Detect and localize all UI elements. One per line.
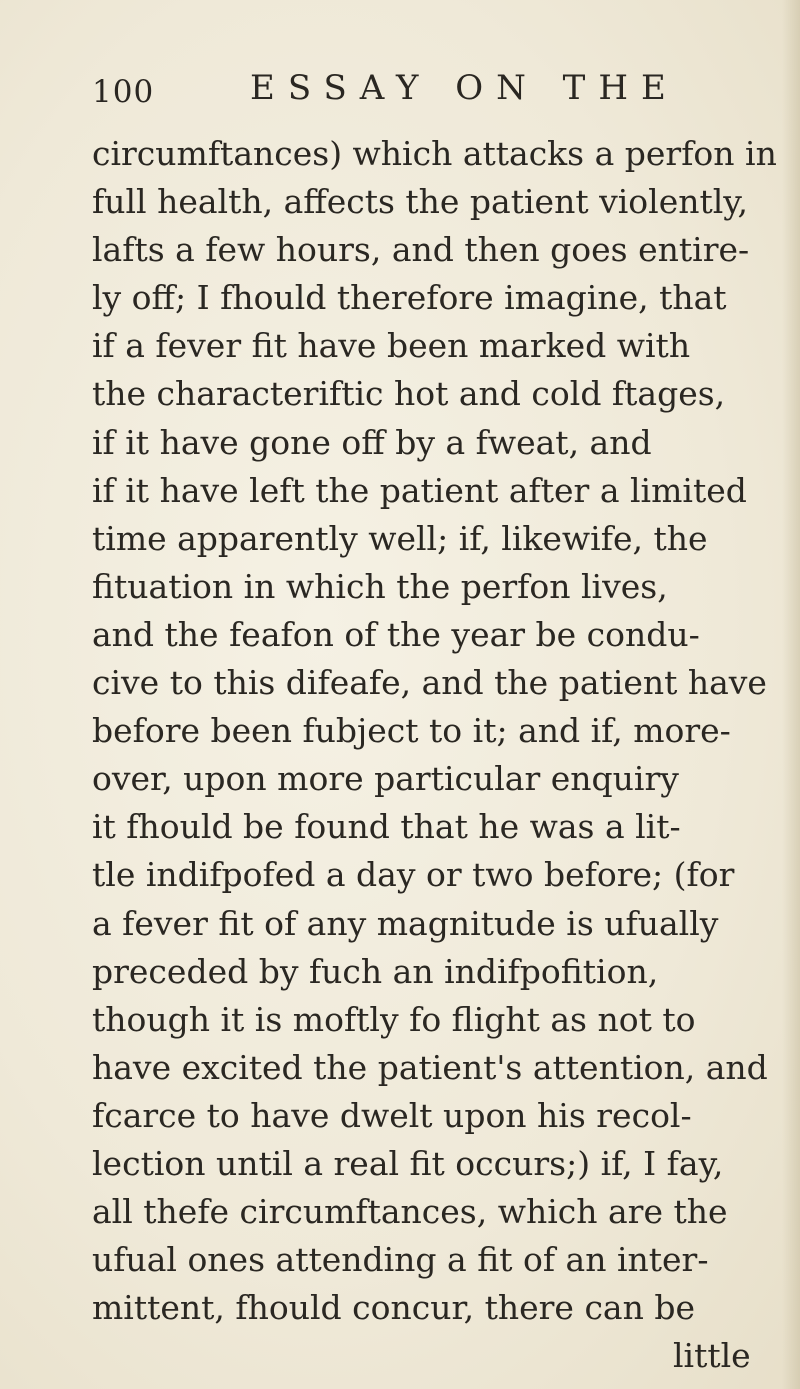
text-line: fituation in which the perfon lives, (92, 566, 668, 606)
text-line: if it have left the patient after a limited (92, 470, 747, 510)
text-line: if a fever fit have been marked with (92, 326, 691, 366)
text-line: full health, affects the patient violently, (92, 182, 749, 222)
text-line: lafts a few hours, and then goes entire- (92, 230, 750, 270)
text-line: over, upon more particular enquiry (92, 759, 679, 799)
text-line: fcarce to have dwelt upon his recol- (92, 1095, 692, 1135)
text-line: it fhould be found that he was a lit- (92, 807, 681, 847)
text-line: the characteriftic hot and cold ftages, (92, 374, 726, 414)
text-line: ufual ones attending a fit of an inter- (92, 1240, 709, 1280)
text-line: all thefe circumftances, which are the (92, 1192, 728, 1232)
running-head: ESSAY ON THE (250, 68, 679, 108)
text-line: ly off; I fhould therefore imagine, that (92, 278, 727, 318)
text-line: circumftances) which attacks a perfon in (92, 134, 777, 173)
text-line: mittent, fhould concur, there can be (92, 1288, 696, 1328)
text-line: preceded by fuch an indifpofition, (92, 951, 659, 991)
text-line: lection until a real fit occurs;) if, I fay, (92, 1143, 724, 1183)
text-line: tle indifpofed a day or two before; (for (92, 855, 735, 895)
body-text (92, 130, 800, 1380)
page-header (92, 68, 679, 124)
text-line: have excited the patient's attention, and (92, 1047, 768, 1087)
text-line: before been fubject to it; and if, more- (92, 711, 731, 751)
catchword: little (673, 1336, 751, 1376)
text-line: cive to this difeafe, and the patient have (92, 663, 767, 703)
text-line: though it is moftly fo flight as not to (92, 999, 696, 1039)
text-line: and the feafon of the year be condu- (92, 614, 700, 654)
page-number: 100 (92, 74, 155, 110)
text-line: if it have gone off by a fweat, and (92, 422, 652, 462)
text-line: time apparently well; if, likewife, the (92, 518, 708, 558)
text-line: a fever fit of any magnitude is ufually (92, 903, 719, 943)
